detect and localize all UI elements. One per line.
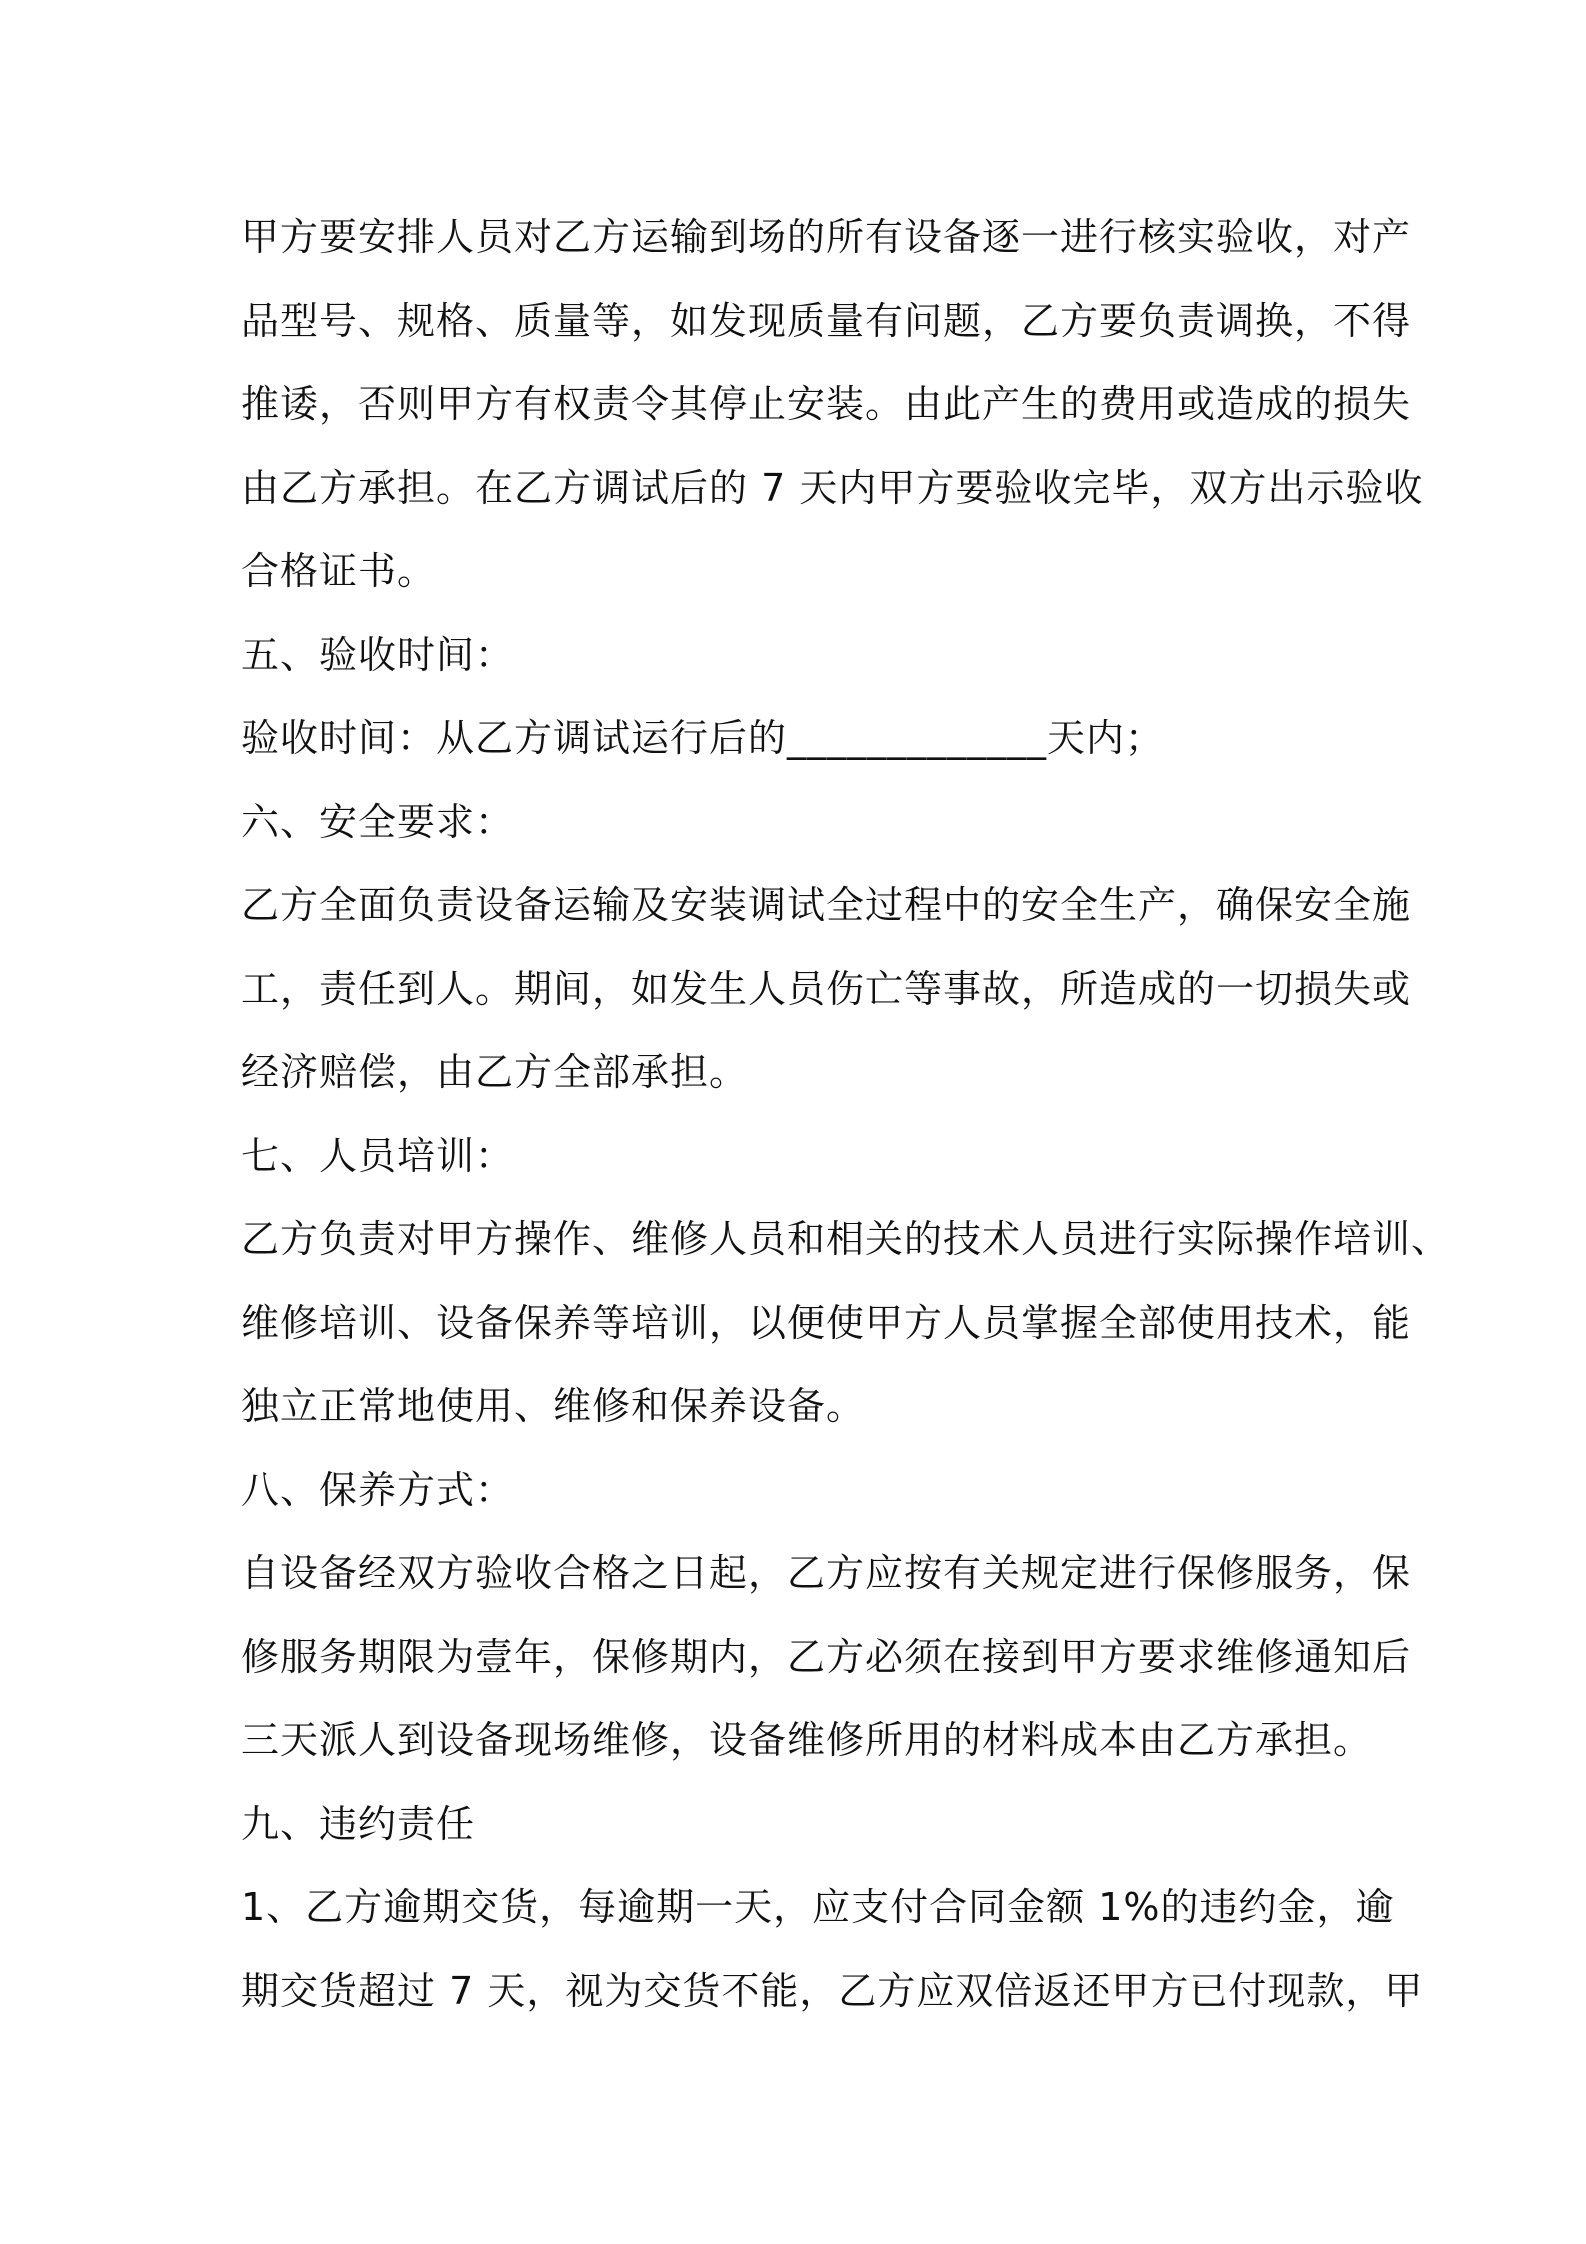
text-line-safety-2: 工，责任到人。期间，如发生人员伤亡等事故，所造成的一切损失或 xyxy=(241,966,1412,1011)
text-line-training-2: 维修培训、设备保养等培训，以便使甲方人员掌握全部使用技术，能 xyxy=(241,1300,1412,1345)
section-heading-training: 七、人员培训： xyxy=(241,1133,515,1178)
text-line-liability-2: 期交货超过 7 天，视为交货不能，乙方应双倍返还甲方已付现款，甲 xyxy=(241,1968,1424,2013)
text-line-maintenance-1: 自设备经双方验收合格之日起，乙方应按有关规定进行保修服务，保 xyxy=(241,1551,1412,1595)
text-line-maintenance-2: 修服务期限为壹年，保修期内，乙方必须在接到甲方要求维修通知后 xyxy=(241,1634,1412,1679)
text-line-acceptance-time: 验收时间：从乙方调试运行后的_____________天内； xyxy=(241,716,1165,760)
text-line-training-1: 乙方负责对甲方操作、维修人员和相关的技术人员进行实际操作培训、 xyxy=(241,1217,1451,1261)
text-line-maintenance-3: 三天派人到设备现场维修，设备维修所用的材料成本由乙方承担。 xyxy=(241,1718,1373,1762)
document-body xyxy=(241,196,1451,2033)
text-line-safety-1: 乙方全面负责设备运输及安装调试全过程中的安全生产，确保安全施 xyxy=(241,883,1412,927)
text-line-acceptance-5: 合格证书。 xyxy=(241,549,437,593)
section-heading-liability: 九、违约责任 xyxy=(241,1801,476,1846)
text-line-safety-3: 经济赔偿，由乙方全部承担。 xyxy=(241,1050,749,1094)
section-heading-acceptance-time: 五、验收时间： xyxy=(241,632,515,677)
section-heading-maintenance: 八、保养方式： xyxy=(241,1467,515,1512)
text-line-acceptance-1: 甲方要安排人员对乙方运输到场的所有设备逐一进行核实验收，对产 xyxy=(241,215,1412,259)
section-heading-safety: 六、安全要求： xyxy=(241,799,515,844)
text-line-liability-1: 1、乙方逾期交货，每逾期一天，应支付合同金额 1%的违约金，逾 xyxy=(241,1885,1395,1929)
text-line-acceptance-3: 推诿，否则甲方有权责令其停止安装。由此产生的费用或造成的损失 xyxy=(241,382,1412,426)
text-line-acceptance-4: 由乙方承担。在乙方调试后的 7 天内甲方要验收完毕，双方出示验收 xyxy=(241,465,1424,510)
text-line-acceptance-2: 品型号、规格、质量等，如发现质量有问题，乙方要负责调换，不得 xyxy=(241,298,1412,343)
text-line-training-3: 独立正常地使用、维修和保养设备。 xyxy=(241,1384,866,1428)
